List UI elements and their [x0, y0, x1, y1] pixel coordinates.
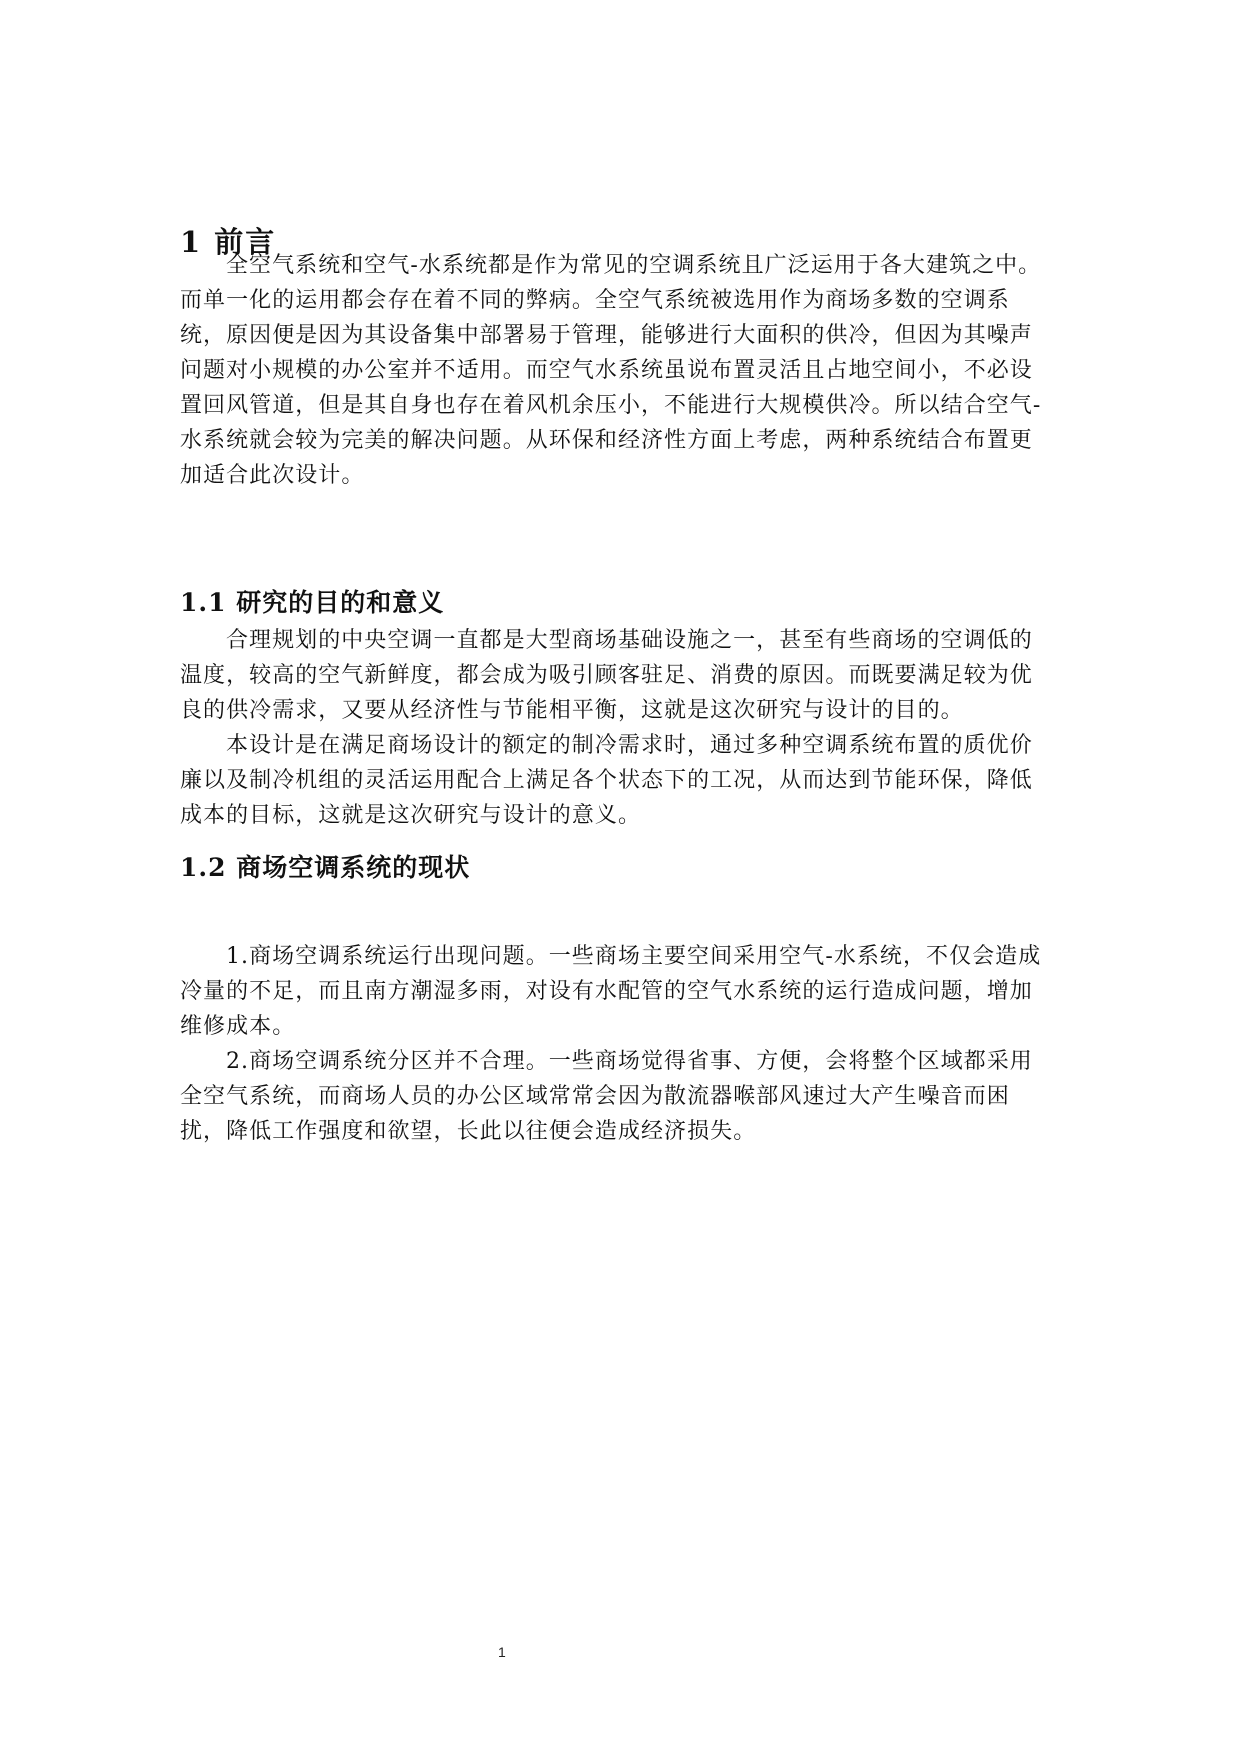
- section-heading-1-2: 1.2 商场空调系统的现状: [180, 853, 471, 882]
- paragraph-purpose: [180, 623, 1110, 728]
- text-line: 而单一化的运用都会存在着不同的弊病。全空气系统被选用作为商场多数的空调系: [180, 288, 1010, 313]
- paragraph-status-2: [180, 1044, 1110, 1149]
- section-heading-1-1: 1.1 研究的目的和意义: [180, 588, 445, 617]
- text-line: 全空气系统和空气-水系统都是作为常见的空调系统且广泛运用于各大建筑之中。: [226, 253, 1042, 278]
- text-line: 水系统就会较为完美的解决问题。从环保和经济性方面上考虑，两种系统结合布置更: [180, 428, 1033, 453]
- page-number: 1: [498, 1644, 506, 1660]
- text-line: 廉以及制冷机组的灵活运用配合上满足各个状态下的工况，从而达到节能环保，降低: [180, 768, 1033, 793]
- text-line: 良的供冷需求，又要从经济性与节能相平衡，这就是这次研究与设计的目的。: [180, 698, 964, 723]
- text-line: 冷量的不足，而且南方潮湿多雨，对设有水配管的空气水系统的运行造成问题，增加: [180, 979, 1033, 1004]
- text-line: 维修成本。: [180, 1014, 296, 1039]
- text-line: 温度，较高的空气新鲜度，都会成为吸引顾客驻足、消费的原因。而既要满足较为优: [180, 663, 1033, 688]
- paragraph-status-1: [180, 939, 1110, 1044]
- text-line: 加适合此次设计。: [180, 463, 365, 488]
- text-line: 本设计是在满足商场设计的额定的制冷需求时，通过多种空调系统布置的质优价: [226, 733, 1033, 758]
- text-line: 合理规划的中央空调一直都是大型商场基础设施之一，甚至有些商场的空调低的: [226, 628, 1033, 653]
- text-line: 1.商场空调系统运行出现问题。一些商场主要空间采用空气-水系统，不仅会造成: [226, 944, 1042, 969]
- text-line: 成本的目标，这就是这次研究与设计的意义。: [180, 803, 642, 828]
- text-line: 置回风管道，但是其自身也存在着风机余压小，不能进行大规模供冷。所以结合空气-: [180, 393, 1042, 418]
- section-heading-1: 1 前言: [180, 225, 277, 259]
- text-line: 统，原因便是因为其设备集中部署易于管理，能够进行大面积的供冷，但因为其噪声: [180, 323, 1033, 348]
- text-line: 全空气系统，而商场人员的办公区域常常会因为散流器喉部风速过大产生噪音而困: [180, 1084, 1010, 1109]
- text-line: 问题对小规模的办公室并不适用。而空气水系统虽说布置灵活且占地空间小，不必设: [180, 358, 1033, 383]
- paragraph-significance: [180, 728, 1110, 833]
- paragraph-intro: [180, 248, 1110, 493]
- text-line: 扰，降低工作强度和欲望，长此以往便会造成经济损失。: [180, 1119, 757, 1144]
- text-line: 2.商场空调系统分区并不合理。一些商场觉得省事、方便，会将整个区域都采用: [226, 1049, 1033, 1074]
